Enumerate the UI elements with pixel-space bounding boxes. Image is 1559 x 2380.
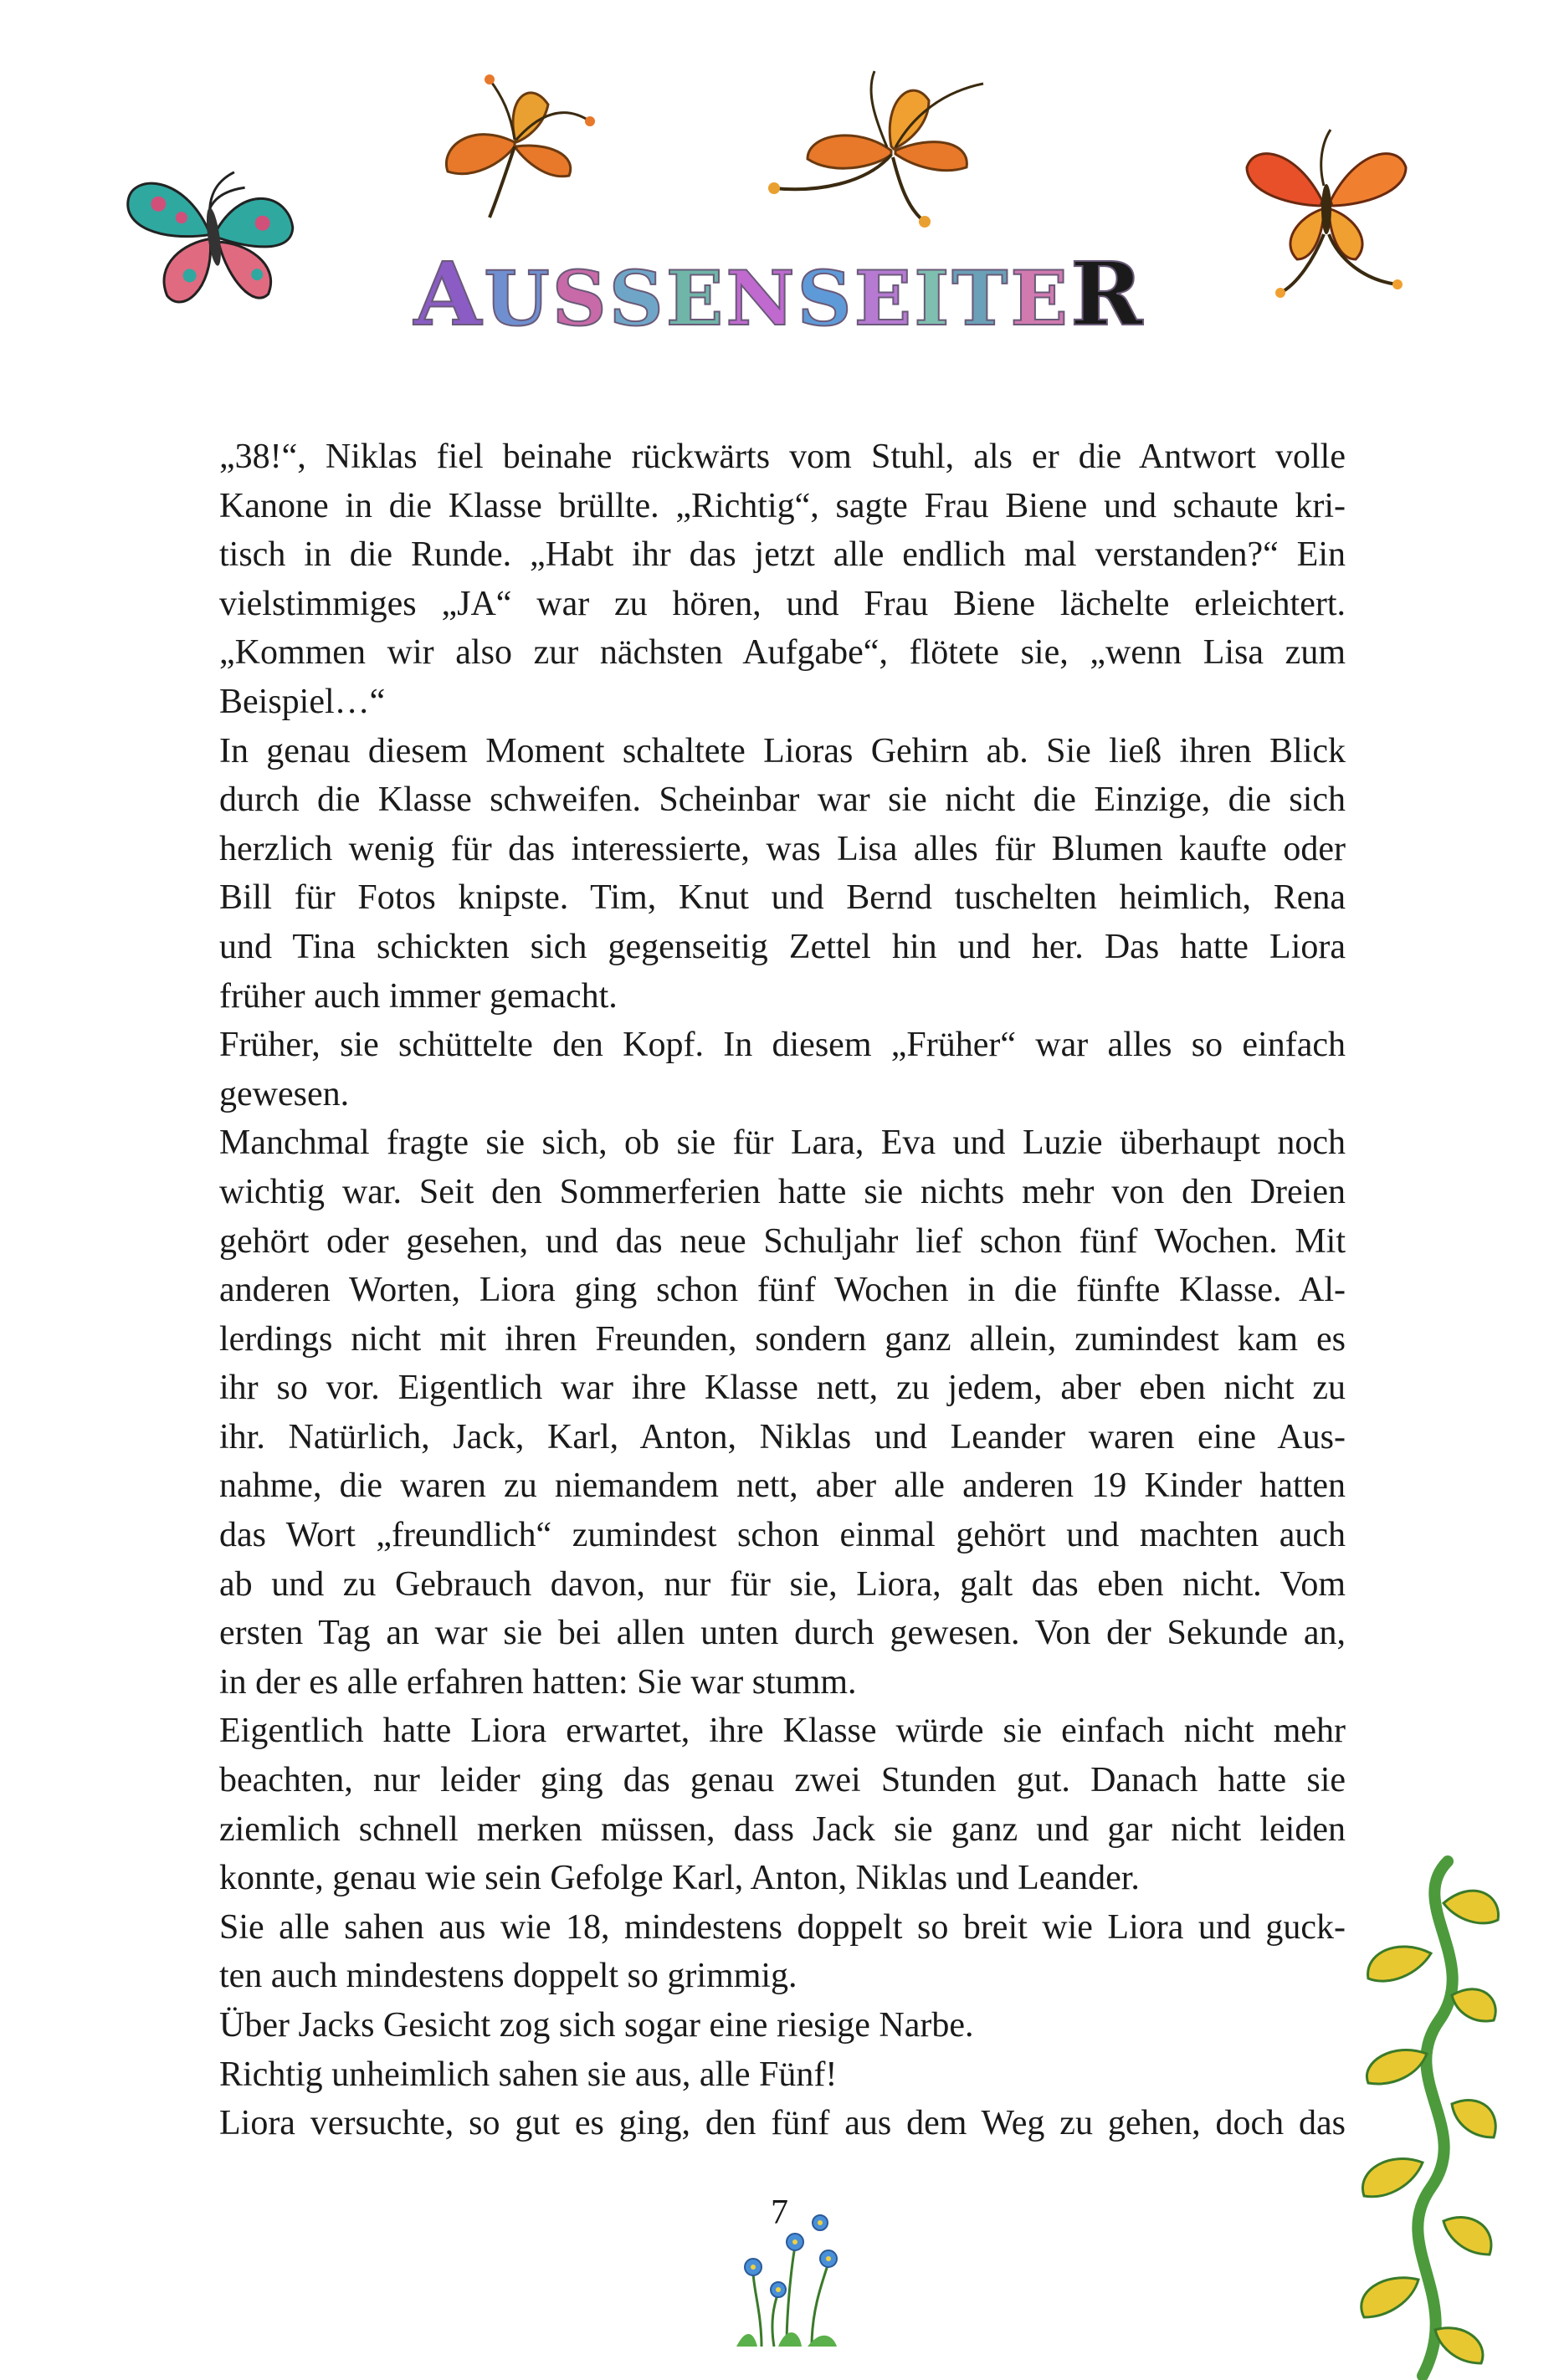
text-line: anderen Worten, Liora ging schon fünf Wochen in die fünfte Klasse. Al- xyxy=(219,1271,1346,1310)
text-line: tisch in die Runde. „Habt ihr das jetzt alle endlich mal verstanden?“ Ein xyxy=(219,535,1346,575)
title-letter: S xyxy=(608,254,666,343)
chapter-title xyxy=(0,243,1559,345)
text-line: durch die Klasse schweifen. Scheinbar war sie nicht die Einzige, die sich xyxy=(219,781,1346,820)
text-line: wichtig war. Seit den Sommerferien hatte sie nichts mehr von den Dreien xyxy=(219,1172,1346,1211)
butterfly-orange-large-illustration xyxy=(757,67,1000,234)
text-line: Manchmal fragte sie sich, ob sie für Lara, Eva und Luzie überhaupt noch xyxy=(219,1123,1346,1163)
text-line: beachten, nur leider ging das genau zwei Stunden gut. Danach hatte sie xyxy=(219,1761,1346,1800)
text-line: ersten Tag an war sie bei allen unten durch gewesen. Von der Sekunde an, xyxy=(219,1614,1346,1653)
title-letter: U xyxy=(484,254,552,343)
title-letter: R xyxy=(1069,243,1146,345)
text-line: in der es alle erfahren hatten: Sie war stumm. xyxy=(219,1662,857,1702)
text-line: Kanone in die Klasse brüllte. „Richtig“, sagte Frau Biene und schaute kri- xyxy=(219,486,1346,525)
title-letter: S xyxy=(551,254,609,343)
title-letter: E xyxy=(665,254,726,343)
title-letter: N xyxy=(726,254,797,343)
text-line: Eigentlich hatte Liora erwartet, ihre Klasse würde sie einfach nicht mehr xyxy=(219,1712,1346,1751)
text-line: „Kommen wir also zur nächsten Aufgabe“, flötete sie, „wenn Lisa zum xyxy=(219,633,1346,673)
page-number: 7 xyxy=(771,2193,788,2232)
text-line: das Wort „freundlich“ zumindest schon einmal gehört und machten auch xyxy=(219,1516,1346,1555)
text-line: Über Jacks Gesicht zog sich sogar eine riesige Narbe. xyxy=(219,2006,974,2045)
text-line: In genau diesem Moment schaltete Lioras Gehirn ab. Sie ließ ihren Blick xyxy=(219,731,1346,770)
text-line: und Tina schickten sich gegenseitig Zettel hin und her. Das hatte Liora xyxy=(219,927,1346,966)
text-line: lerdings nicht mit ihren Freunden, sondern ganz allein, zumindest kam es xyxy=(219,1319,1346,1359)
text-line: gewesen. xyxy=(219,1074,350,1113)
title-letter: I xyxy=(914,254,952,343)
flowers-illustration xyxy=(728,2213,845,2351)
title-letter: S xyxy=(797,254,854,343)
text-line: früher auch immer gemacht. xyxy=(219,976,618,1016)
text-line: „38!“, Niklas fiel beinahe rückwärts vom Stuhl, als er die Antwort volle xyxy=(219,438,1346,476)
text-line: Früher, sie schüttelte den Kopf. In diesem „Früher“ war alles so einfach xyxy=(219,1026,1346,1065)
text-line: ten auch mindestens doppelt so grimmig. xyxy=(219,1957,797,1996)
text-line: vielstimmiges „JA“ war zu hören, und Frau Biene lächelte erleichtert. xyxy=(219,584,1346,623)
text-line: ihr so vor. Eigentlich war ihre Klasse nett, zu jedem, aber eben nicht zu xyxy=(219,1369,1346,1408)
text-line: ab und zu Gebrauch davon, nur für sie, Liora, galt das eben nicht. Vom xyxy=(219,1564,1346,1604)
text-line: Liora versuchte, so gut es ging, den fünf aus dem Weg zu gehen, doch das xyxy=(219,2104,1346,2143)
butterfly-orange-illustration xyxy=(423,63,603,222)
text-line: gehört oder gesehen, und das neue Schuljahr lief schon fünf Wochen. Mit xyxy=(219,1221,1346,1261)
text-line: ihr. Natürlich, Jack, Karl, Anton, Niklas und Leander waren eine Aus- xyxy=(219,1417,1346,1456)
story-text xyxy=(219,432,1346,2148)
text-line: herzlich wenig für das interessierte, was Lisa alles für Blumen kaufte oder xyxy=(219,829,1346,868)
text-line: ziemlich schnell merken müssen, dass Jack sie ganz und gar nicht leiden xyxy=(219,1809,1346,1849)
title-letter: A xyxy=(413,243,485,345)
text-line: Beispiel…“ xyxy=(219,682,386,721)
text-line: Bill für Fotos knipste. Tim, Knut und Bernd tuschelten heimlich, Rena xyxy=(219,878,1346,918)
text-line: konnte, genau wie sein Gefolge Karl, Anton, Niklas und Leander. xyxy=(219,1859,1140,1898)
text-line: nahme, die waren zu niemandem nett, aber alle anderen 19 Kinder hatten xyxy=(219,1466,1346,1506)
text-line: Sie alle sahen aus wie 18, mindestens doppelt so breit wie Liora und guck- xyxy=(219,1907,1346,1947)
text-line: Richtig unheimlich sahen sie aus, alle Fünf! xyxy=(219,2055,838,2094)
vine-illustration xyxy=(1331,1853,1506,2380)
title-letter: T xyxy=(951,254,1011,343)
title-letter: E xyxy=(854,254,915,343)
title-letter: E xyxy=(1010,254,1070,343)
